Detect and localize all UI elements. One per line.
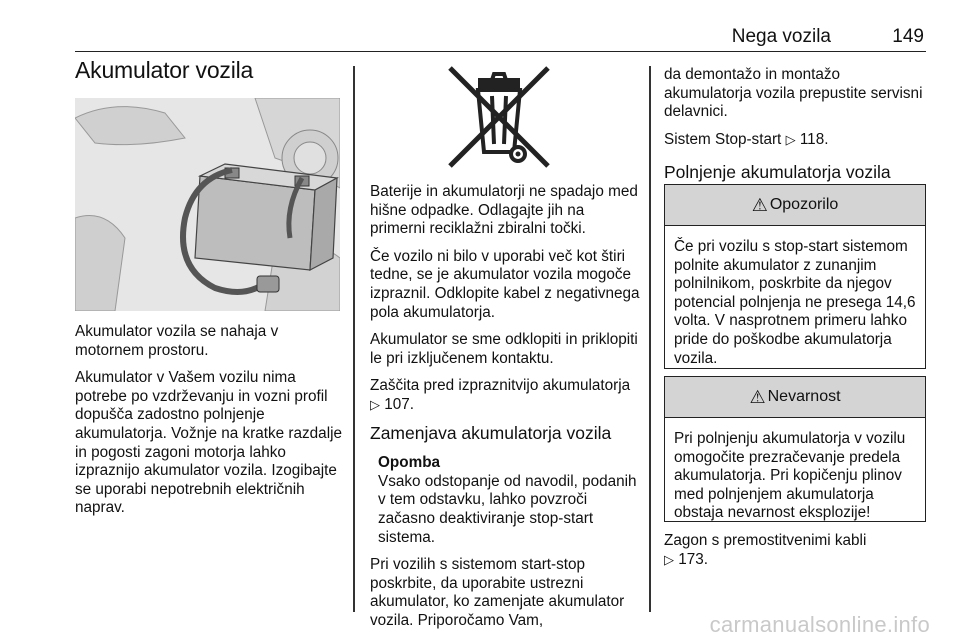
section-title: Nega vozila: [731, 26, 831, 47]
danger-text: Pri polnjenju akumulatorja v vozilu omogočite prezračevanje predela akumulatorja. Pri kopičenju plinov med polnjenjem akumulatorja obstaja nevarnost eksplozije!: [674, 430, 906, 522]
paragraph: [664, 532, 926, 569]
danger-header: [665, 377, 925, 418]
recycling-symbol: [448, 66, 550, 173]
crossed-bin-icon: [448, 66, 550, 168]
ref-text: Zaščita pred izpraznitvijo akumulatorja: [370, 377, 631, 395]
ref-text: Sistem Stop-start: [664, 130, 782, 148]
reference-arrow-icon: ▷: [664, 551, 674, 567]
section-heading: Polnjenje akumulatorja vozila: [664, 162, 891, 183]
paragraph: Akumulator v Vašem vozilu nima potrebe po vzdrževanju in vozni profil dopušča zadostno polnjenje akumulatorja. Vožnje na kratke razdalje in pogosti zagoni motorja lahko izpraznijo akumulator vozila. Izogibajte se uporabi nepotrebnih električnih naprav.: [75, 369, 342, 517]
reference-arrow-icon: ▷: [785, 131, 796, 147]
danger-box: [664, 376, 926, 522]
warning-box: [664, 184, 926, 369]
section-heading: Zamenjava akumulatorja vozila: [370, 422, 612, 443]
battery-illustration: [75, 98, 340, 311]
column-divider: [649, 66, 651, 612]
page-title: Akumulator vozila: [75, 57, 254, 83]
column-3: [664, 66, 926, 194]
warning-triangle-icon: ⚠: [751, 194, 768, 215]
reference-arrow-icon: ▷: [370, 396, 380, 412]
column-2: [370, 183, 642, 639]
paragraph: [664, 131, 926, 150]
page-ref[interactable]: 107.: [384, 395, 415, 413]
note-title: Opomba: [378, 454, 441, 472]
warning-text: Če pri vozilu s stop-start sistemom polnite akumulator z zunanjim polnilnikom, poskrbite da njegov potencial polnjenja ne presega 14,6 volta. V nasprotnem primeru lahko pride do poškodbe akumulatorja vozila.: [674, 238, 916, 367]
warning-label: Opozorilo: [769, 196, 839, 213]
paragraph: [370, 377, 642, 414]
page-ref[interactable]: 173.: [678, 550, 709, 568]
warning-triangle-icon: ⚠: [749, 386, 766, 407]
paragraph: Pri vozilih s sistemom start-stop poskrbite, da uporabite ustrezni akumulator, ko zamenjate akumulator vozila. Priporočamo Vam,: [370, 556, 625, 629]
note-block: [378, 454, 642, 547]
watermark: carmanualsonline.info: [709, 612, 930, 637]
paragraph: Baterije in akumulatorji ne spadajo med hišne odpadke. Odlagajte jih na primerni reciklažni zbiralni točki.: [370, 183, 638, 238]
paragraph: Akumulator vozila se nahaja v motornem prostoru.: [75, 323, 279, 359]
paragraph: Akumulator se sme odklopiti in priklopiti le pri izključenem kontaktu.: [370, 331, 638, 367]
column-3-bottom: [664, 532, 926, 578]
page-ref[interactable]: 118.: [799, 130, 829, 148]
column-divider: [353, 66, 355, 612]
page-header: [75, 0, 926, 52]
ref-text: Zagon s premostitvenimi kabli: [664, 532, 867, 549]
note-body: Vsako odstopanje od navodil, podanih v tem odstavku, lahko povzroči začasno deaktiviranje stop-start sistema.: [378, 472, 637, 546]
column-1: [75, 323, 345, 527]
warning-header: [665, 185, 925, 226]
battery-engine-image: [75, 98, 340, 311]
paragraph: da demontažo in montažo akumulatorja vozila prepustite servisni delavnici.: [664, 66, 923, 121]
paragraph: Če vozilo ni bilo v uporabi več kot štiri tedne, se je akumulator vozila mogoče izpraznil. Odklopite kabel z negativnega pola akumulatorja.: [370, 247, 640, 321]
danger-label: Nevarnost: [767, 388, 841, 405]
page-number: 149: [892, 26, 924, 47]
